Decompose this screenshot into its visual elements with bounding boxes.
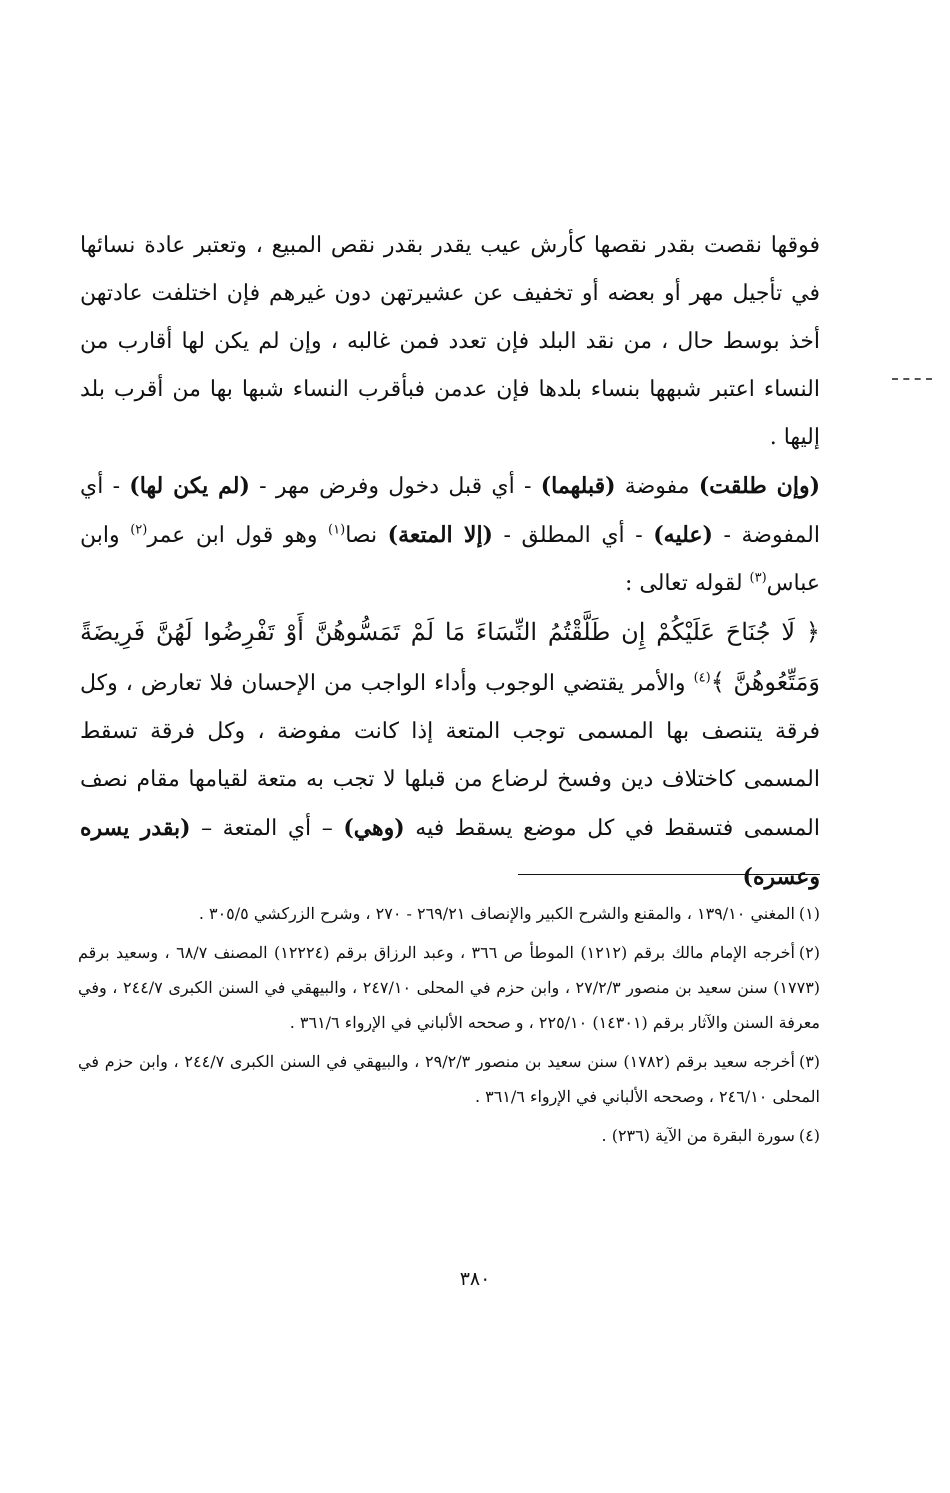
- text-run: نصا: [345, 523, 388, 548]
- text-run: لقوله تعالى :: [624, 571, 750, 596]
- text-run: - أي المفوضة -: [80, 474, 820, 548]
- footnote-text: المغني ١٣٩/١٠ ، والمقنع والشرح الكبير والإنصاف ٢٦٩/٢١ - ٢٧٠ ، وشرح الزركشي ٣٠٥/٥ .: [198, 904, 795, 923]
- text-run: – أي المتعة –: [190, 816, 344, 841]
- footnote-text: سورة البقرة من الآية (٢٣٦) .: [601, 1126, 795, 1145]
- footnote-text: أخرجه سعيد برقم (١٧٨٢) سنن سعيد بن منصور ٢٩/٢/٣ ، والبيهقي في السنن الكبرى ٢٤٤/٧ ، وابن حزم في المحلى ٢٤٦/١٠ ، وصححه الألباني في الإرواء ٣٦١/٦ .: [78, 1052, 820, 1106]
- footnote-reference: (١): [328, 522, 346, 538]
- footnote-reference: (٣): [749, 570, 767, 586]
- bold-phrase: (وهي): [343, 815, 405, 841]
- main-text: [80, 222, 820, 902]
- text-run: - أي المطلق -: [492, 523, 654, 548]
- quran-verse: ﴿ لَا جُنَاحَ عَلَيْكُمْ إِن طَلَّقْتُمُ النِّسَاءَ مَا لَمْ تَمَسُّوهُنَّ أَوْ تَفْرِضُوا لَهُنَّ فَرِيضَةً وَمَتِّعُوهُنَّ ﴾: [80, 618, 821, 696]
- bold-phrase: (عليه): [653, 522, 713, 548]
- footnote-text: أخرجه الإمام مالك برقم (١٢١٢) الموطأ ص ٣٦٦ ، وعبد الرزاق برقم (١٢٢٢٤) المصنف ٦٨/٧ ، وسعيد برقم (١٧٧٣) سنن سعيد بن منصور ٢٧/٢/٣ ، وابن حزم في المحلى ٢٤٧/١٠ ، والبيهقي في السنن الكبرى ٢٤٤/٧ ، وفي معرفة السنن والآثار برقم (١٤٣٠١) ٢٢٥/١٠ ، و صححه الألباني في الإرواء ٣٦١/٦ .: [78, 943, 821, 1032]
- bold-phrase: (بقدر يسره وعسره): [80, 815, 820, 890]
- bold-phrase: (لم يكن لها): [129, 473, 250, 499]
- footnote-reference: (٤): [693, 670, 711, 686]
- text-run: والأمر يقتضي الوجوب وأداء الواجب من الإحسان فلا تعارض ، وكل فرقة يتنصف بها المسمى توجب المتعة إذا كانت مفوضة ، وكل فرقة تسقط المسمى كاختلاف دين وفسخ لرضاع من قبلها لا تجب به متعة لقيامها مقام نصف المسمى فتسقط في كل موضع يسقط فيه: [80, 671, 820, 841]
- text-run: مفوضة: [615, 474, 699, 499]
- footnote-1: [78, 896, 820, 931]
- footnote-number: (٣): [798, 1052, 821, 1071]
- bold-phrase: (إلا المتعة): [387, 522, 493, 548]
- paragraph-3: [80, 608, 820, 902]
- paragraph-1: فوقها نقصت بقدر نقصها كأرش عيب يقدر بقدر نقص المبيع ، وتعتبر عادة نسائها في تأجيل مهر أو بعضه أو تخفيف عن عشيرتهن دون غيرهم فإن اختلفت عادتهن أخذ بوسط حال ، من نقد البلد فإن تعدد فمن غالبه ، وإن لم يكن لها أقارب من النساء اعتبر شبهها بنساء بلدها فإن عدمن فبأقرب النساء شبها بها من أقرب بلد إليها .: [80, 233, 820, 450]
- page-number: ٣٨٠: [459, 1268, 491, 1290]
- footnotes: [78, 896, 820, 1157]
- text-run: وهو قول ابن عمر: [147, 523, 329, 548]
- bold-phrase: (وإن طلقت): [698, 473, 820, 499]
- footnote-number: (١): [798, 904, 820, 923]
- footnote-4: [78, 1118, 820, 1153]
- text-run: وابن عباس: [80, 523, 820, 596]
- footnote-reference: (٢): [130, 522, 148, 538]
- footnote-2: [78, 935, 820, 1040]
- margin-dash-mark: [892, 378, 932, 380]
- text-run: - أي قبل دخول وفرض مهر -: [249, 474, 541, 499]
- bold-phrase: (قبلهما): [540, 473, 616, 499]
- footnote-number: (٤): [798, 1126, 820, 1145]
- footnote-3: [78, 1044, 820, 1114]
- footnote-number: (٢): [798, 943, 820, 962]
- paragraph-2: [80, 462, 820, 608]
- footnote-separator: [518, 874, 820, 875]
